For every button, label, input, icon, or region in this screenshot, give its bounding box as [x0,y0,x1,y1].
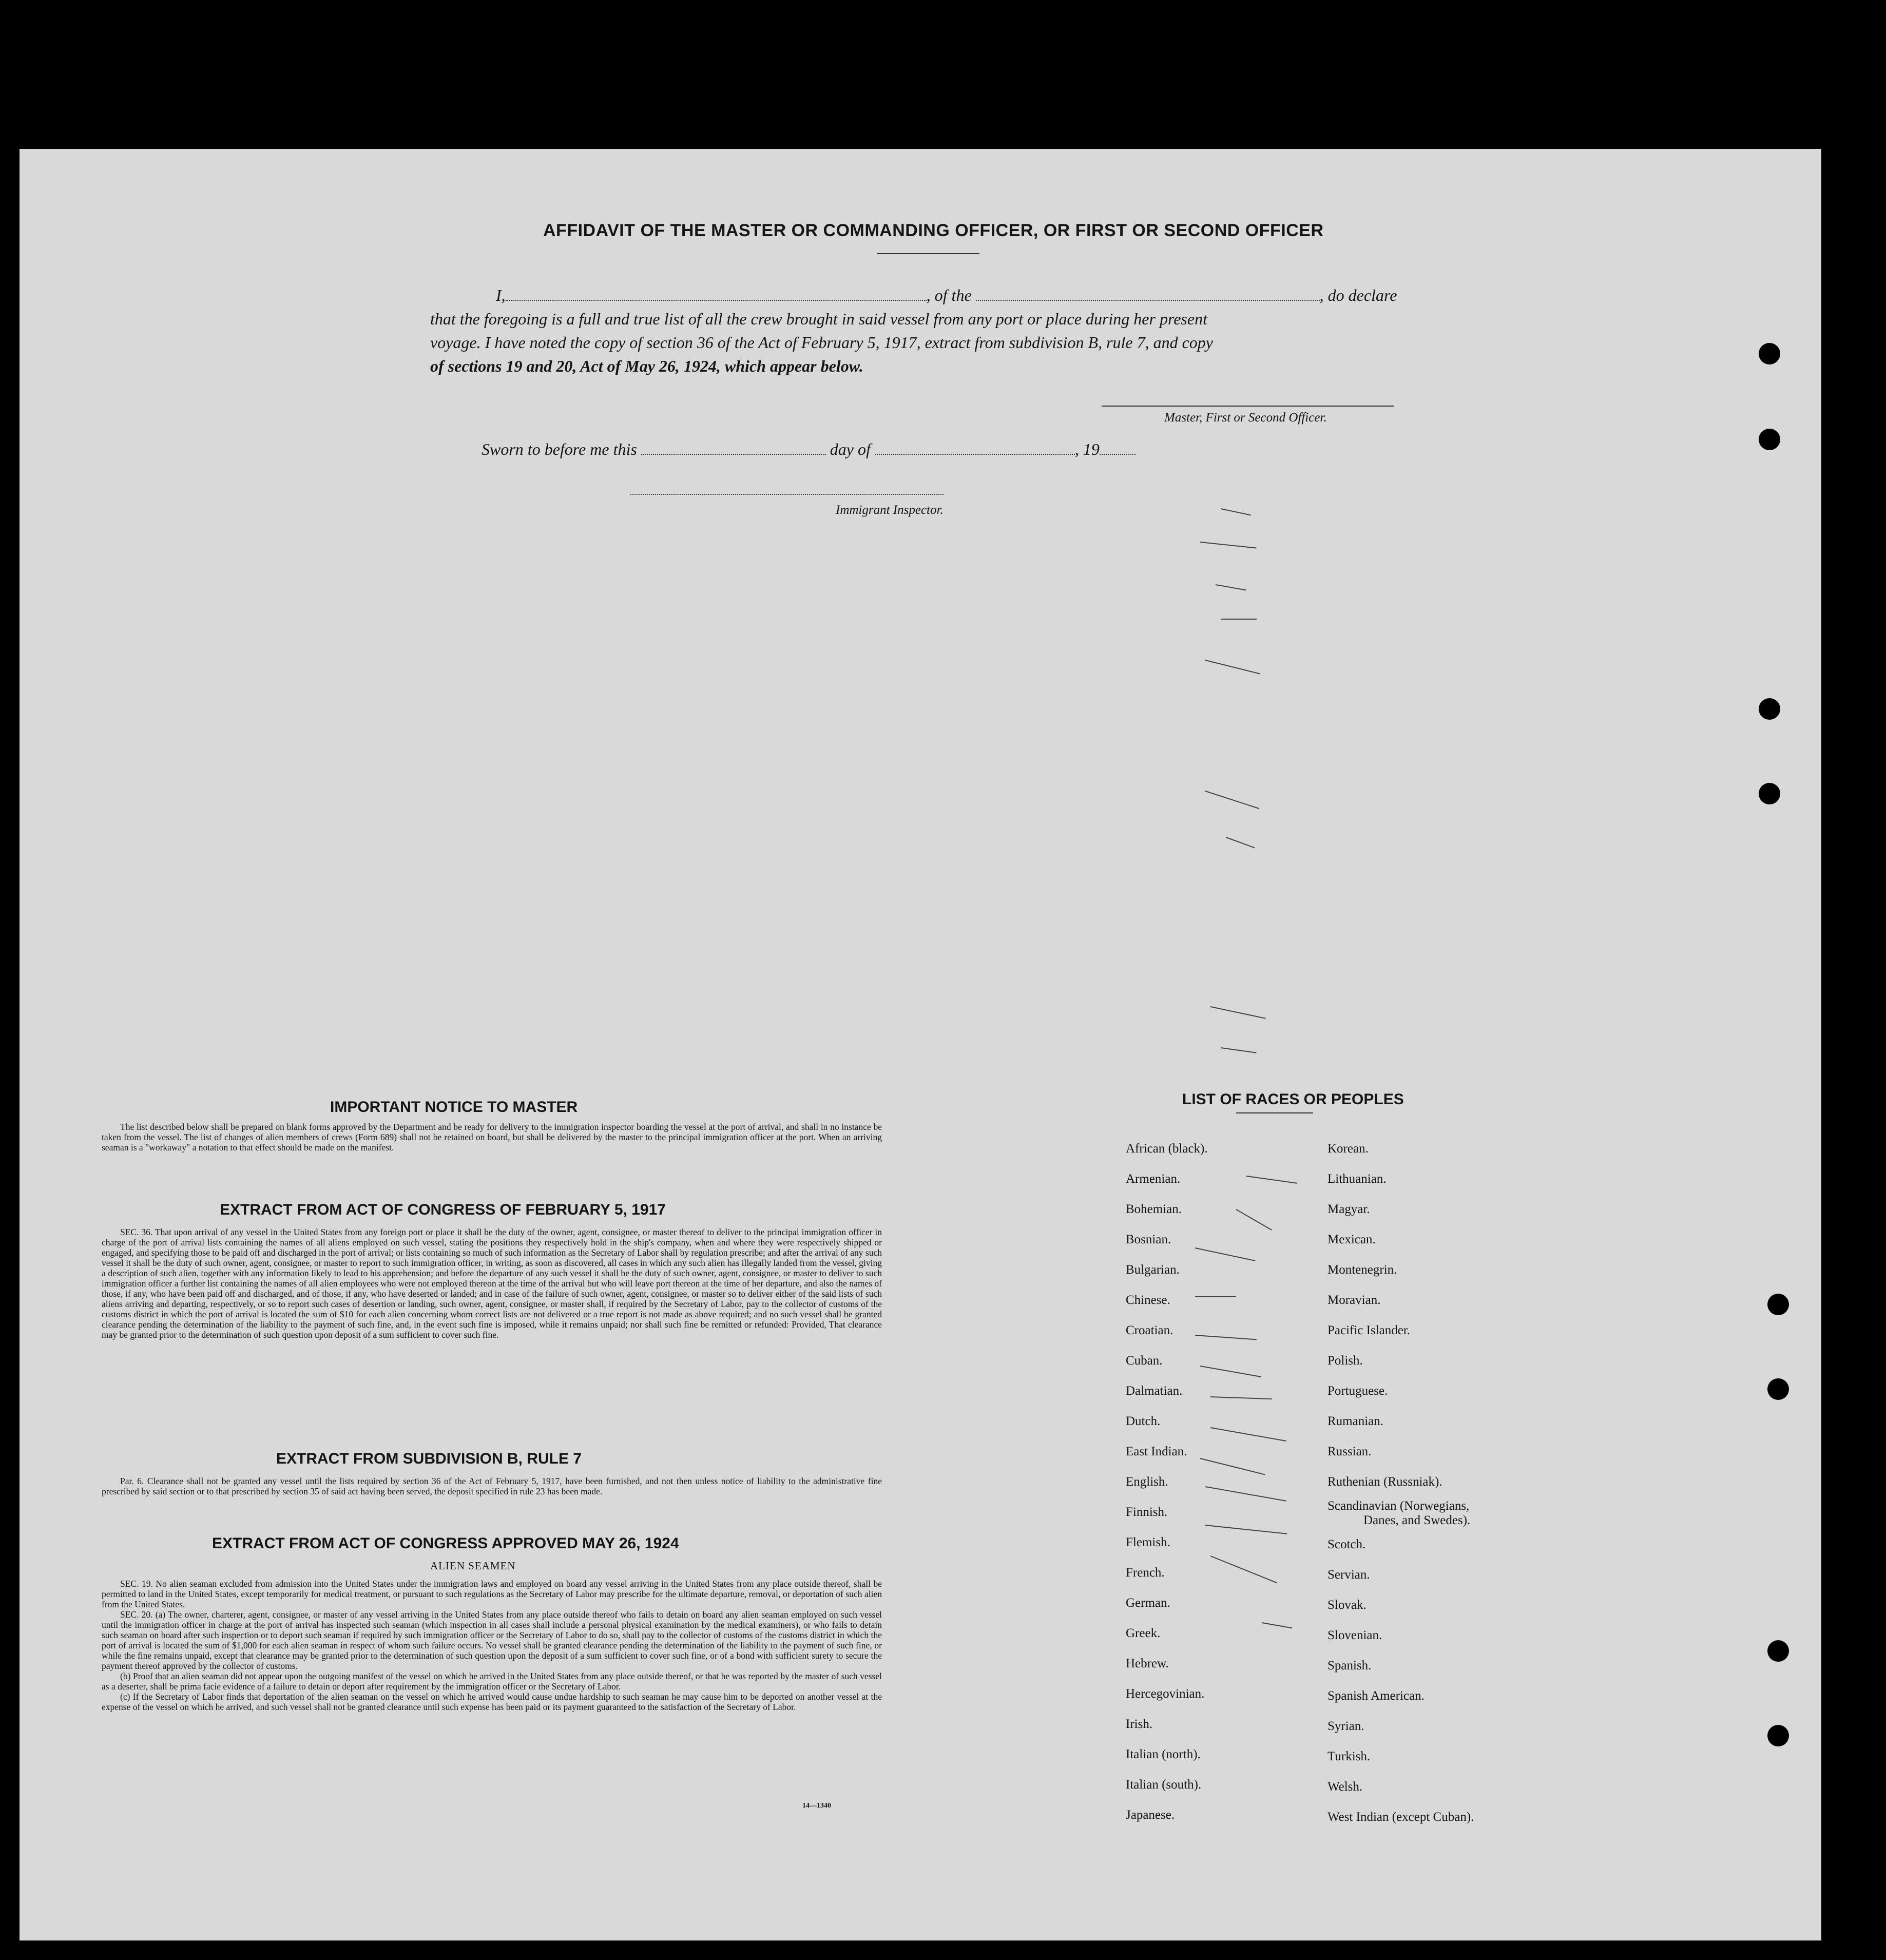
pencil-mark [1205,660,1260,675]
pencil-mark [1246,1176,1297,1184]
race-item: Japanese. [1126,1808,1175,1822]
race-item: German. [1126,1596,1170,1610]
sworn-day-blank[interactable] [641,441,826,455]
race-item: Irish. [1126,1717,1153,1731]
master-signature-label: Master, First or Second Officer. [1164,411,1327,425]
extract-1917-title: EXTRACT FROM ACT OF CONGRESS OF FEBRUARY 5, 1917 [220,1201,666,1218]
pencil-mark [1200,1458,1265,1475]
subdivision-text [102,1476,882,1496]
race-item: Slovak. [1327,1598,1367,1612]
par-6-paragraph: Par. 6. Clearance shall not be granted any vessel until the lists required by section 36 of the Act of February 5, 1917, have been furnished, and not then unless notice of liability to the administrative fine prescribed by said section or to that prescribed by section 35 of said act having been served, the deposit specified in rule 23 has been made. [102,1476,882,1496]
binder-hole [1759,783,1780,804]
binder-hole [1767,1294,1789,1315]
pencil-mark [1210,1396,1272,1399]
race-item: Turkish. [1327,1750,1371,1763]
affidavit-line-4: of sections 19 and 20, Act of May 26, 1924, which appear below. [430,357,863,375]
race-item: Portuguese. [1327,1384,1388,1398]
affidavit-line-3: voyage. I have noted the copy of section 36 of the Act of February 5, 1917, extract from subdivision B, rule 7, and copy [430,333,1213,352]
race-item: Pacific Islander. [1327,1323,1411,1337]
race-item: Dalmatian. [1126,1384,1183,1398]
inspector-signature-line[interactable] [630,494,944,495]
i-label: I, [496,286,506,304]
pencil-mark [1200,1366,1261,1377]
do-declare: , do declare [1319,286,1397,304]
race-item: Scotch. [1327,1538,1366,1551]
sec-20a-paragraph: SEC. 20. (a) The owner, charterer, agent, consignee, or master of any vessel arriving in the United States from any place outside thereof who fails to detain on board any alien seaman employed on such vessel until the immigration officer in charge at the port of arrival has inspected such seaman (which inspection in all cases shall include a personal physical examination by the medical examiners), or who fails to detain such seaman on board after such inspection or to deport such seaman if required by such immigration officer or the Secretary of Labor to do so, shall pay to the collector of customs of the customs district in which the port of arrival is located the sum of $1,000 for each alien seaman in respect of whom such failure occurs. No vessel shall be granted clearance pending the determination of the liability to the payment of such fine, or while the fine remains unpaid, except that clearance may be granted prior to the determination of such question upon the deposit of a sum sufficient to cover such fine, or of a bond with sufficient surety to secure the payment thereof approved by the collector of customs. [102,1609,882,1671]
pencil-mark [1210,1555,1278,1583]
race-item: Ruthenian (Russniak). [1327,1475,1442,1489]
race-item: Italian (north). [1126,1747,1201,1761]
pencil-mark [1236,1209,1272,1231]
extract-1924-text [102,1579,882,1712]
pencil-mark [1210,1427,1286,1442]
notice-text [102,1122,882,1152]
notice-paragraph: The list described below shall be prepared on blank forms approved by the Department and be ready for delivery to the immigration inspector boarding the vessel at the port of arrival, and shall in no instance be taken from the vessel. The list of changes of alien members of crews (Form 689) shall not be retained on board, but shall be delivered by the master to the principal immigration officer at the port. When an arriving seaman is a "workaway" a notation to that effect should be made on the manifest. [102,1122,882,1152]
race-item: Mexican. [1327,1233,1376,1246]
race-item: Croatian. [1126,1323,1173,1337]
race-item: Lithuanian. [1327,1172,1387,1186]
scandinavian-line-2: Danes, and Swedes). [1363,1513,1471,1527]
subdivision-title: EXTRACT FROM SUBDIVISION B, RULE 7 [276,1450,582,1467]
race-item: Russian. [1327,1445,1372,1458]
alien-seamen-subtitle: ALIEN SEAMEN [430,1560,516,1572]
races-left-column [1126,1133,1208,1830]
binder-hole [1767,1725,1789,1746]
race-item: West Indian (except Cuban). [1327,1810,1474,1824]
races-title: LIST OF RACES OR PEOPLES [1182,1091,1404,1108]
race-item: Magyar. [1327,1202,1370,1216]
race-item: Syrian. [1327,1719,1364,1733]
race-item: Korean. [1327,1142,1369,1156]
pencil-mark [1200,542,1257,548]
race-item: Italian (south). [1126,1778,1202,1792]
race-item: Spanish. [1327,1659,1372,1673]
form-number: 14—1340 [802,1802,831,1810]
pencil-mark [1210,1006,1266,1019]
pencil-mark [1262,1622,1292,1628]
name-blank[interactable] [506,287,927,301]
binder-hole [1759,698,1780,720]
sworn-line [482,437,1136,461]
binder-hole [1767,1640,1789,1662]
section-36-paragraph: SEC. 36. That upon arrival of any vessel in the United States from any foreign port or place it shall be the duty of the owner, agent, consignee, or master thereof to deliver to the principal immigration officer in charge of the port of arrival lists containing the names of all aliens employed on such vessel, stating the positions they respectively hold in the ship's company, when and where they were respectively shipped or engaged, and specifying those to be paid off and discharged in the port of arrival; or lists containing so much of such information as the Secretary of Labor shall by regulation prescribe; and after the arrival of any such vessel it shall be the duty of such owner, agent, consignee, or master to report to such immigration officer, in writing, as soon as discovered, all cases in which any such alien has illegally landed from the vessel, giving a description of such alien, together with any information likely to lead to his apprehension; and before the departure of any such vessel it shall be the duty of such owner, agent, consignee, or master to deliver to such immigration officer a further list containing the names of all alien employees who were not employed thereon at the time of the arrival but who will leave port thereon at the time of her departure, and also the names of those, if any, who have been paid off and discharged, and of those, if any, who have deserted or landed; and in case of the failure of such owner, agent, consignee, or master so to deliver either of the said lists of such aliens arriving and departing, respectively, or so to report such cases of desertion or landing, such owner, agent, consignee, or master shall, if required by the Secretary of Labor, pay to the collector of customs of the customs district in which the port of arrival is located the sum of $10 for each alien concerning whom correct lists are not delivered or a true report is not made as above required; and no such vessel shall be granted clearance pending the determination of the liability to the payment of such fine, and, in the event such fine is imposed, while it remains unpaid; nor shall such fine be remitted or refunded: Provided, That clearance may be granted prior to the determination of such question upon deposit of a sum sufficient to cover such fine. [102,1227,882,1340]
race-item: Montenegrin. [1327,1263,1397,1277]
race-item: Hercegovinian. [1126,1687,1205,1701]
pencil-mark [1221,1047,1257,1053]
pencil-mark [1205,1525,1287,1534]
race-item: French. [1126,1566,1165,1580]
affidavit-line-1 [476,283,1452,307]
race-item: Greek. [1126,1626,1161,1640]
races-right-column [1327,1133,1474,1832]
race-item: Rumanian. [1327,1414,1384,1428]
master-signature-line[interactable] [1102,406,1394,407]
pencil-mark [1221,508,1251,515]
binder-hole [1759,429,1780,450]
title-underline [877,253,979,254]
year-blank[interactable] [1100,441,1136,455]
race-item: Welsh. [1327,1780,1363,1794]
binder-hole [1759,343,1780,364]
race-item: Bohemian. [1126,1202,1182,1216]
race-item: English. [1126,1475,1168,1489]
race-item: Slovenian. [1327,1628,1382,1642]
race-item: Armenian. [1126,1172,1181,1186]
race-item: Cuban. [1126,1354,1163,1368]
pencil-mark [1195,1296,1236,1297]
extract-1917-text [102,1227,882,1340]
inspector-signature-label: Immigrant Inspector. [836,503,944,517]
document-page [20,149,1821,1940]
races-underline [1236,1112,1313,1113]
race-item: East Indian. [1126,1445,1187,1458]
sec-19-paragraph: SEC. 19. No alien seaman excluded from admission into the United States under the immigration laws and employed on board any vessel arriving in the United States from any place outside thereof, shall be permitted to land in the United States, except temporarily for medical treatment, or pursuant to such regulations as the Secretary of Labor may prescribe for the ultimate departure, removal, or deportation of such alien from the United States. [102,1579,882,1609]
of-the-label: , of the [926,286,972,304]
extract-1924-title: EXTRACT FROM ACT OF CONGRESS APPROVED MAY 26, 1924 [212,1535,679,1552]
sworn-label: Sworn to before me this [482,440,637,458]
affidavit-title: AFFIDAVIT OF THE MASTER OR COMMANDING OFFICER, OR FIRST OR SECOND OFFICER [543,221,1324,240]
pencil-mark [1216,584,1246,590]
race-item: Bosnian. [1126,1233,1171,1246]
race-item: Polish. [1327,1354,1363,1368]
binder-hole [1767,1378,1789,1400]
race-item: Finnish. [1126,1505,1168,1519]
race-item: Hebrew. [1126,1657,1169,1670]
race-item: Flemish. [1126,1535,1170,1549]
sec-20c-paragraph: (c) If the Secretary of Labor finds that deportation of the alien seaman on the vessel on which he arrived would cause undue hardship to such seaman he may cause him to be deported on another vessel at the expense of the vessel on which he arrived, and such vessel shall not be granted clearance until such expense has been paid or its payment guaranteed to the satisfaction of the Secretary of Labor. [102,1692,882,1712]
race-item: Dutch. [1126,1414,1161,1428]
pencil-mark [1221,619,1257,620]
race-item: Chinese. [1126,1293,1170,1307]
pencil-mark [1205,791,1259,809]
sec-20b-paragraph: (b) Proof that an alien seaman did not appear upon the outgoing manifest of the vessel on which he arrived in the United States from any place outside thereof, or that he was reported by the master of such vessel as a deserter, shall be prima facie evidence of a failure to detain or deport after requirement by the immigration officer or the Secretary of Labor. [102,1671,882,1692]
pencil-mark [1205,1486,1286,1502]
race-item [1327,1497,1474,1529]
year-label: , 19 [1074,440,1100,458]
sworn-month-blank[interactable] [875,441,1075,455]
vessel-blank[interactable] [976,287,1320,301]
pencil-mark [1226,837,1255,848]
race-item: Moravian. [1327,1293,1381,1307]
race-item: Spanish American. [1327,1689,1425,1703]
race-item: Bulgarian. [1126,1263,1180,1277]
notice-title: IMPORTANT NOTICE TO MASTER [330,1099,578,1116]
day-of-label: day of [830,440,871,458]
scandinavian-line-1: Scandinavian (Norwegians, [1327,1499,1470,1513]
race-item: Servian. [1327,1568,1370,1582]
race-item: African (black). [1126,1142,1208,1156]
affidavit-line-2: that the foregoing is a full and true list of all the crew brought in said vessel from any port or place during her present [430,310,1207,328]
